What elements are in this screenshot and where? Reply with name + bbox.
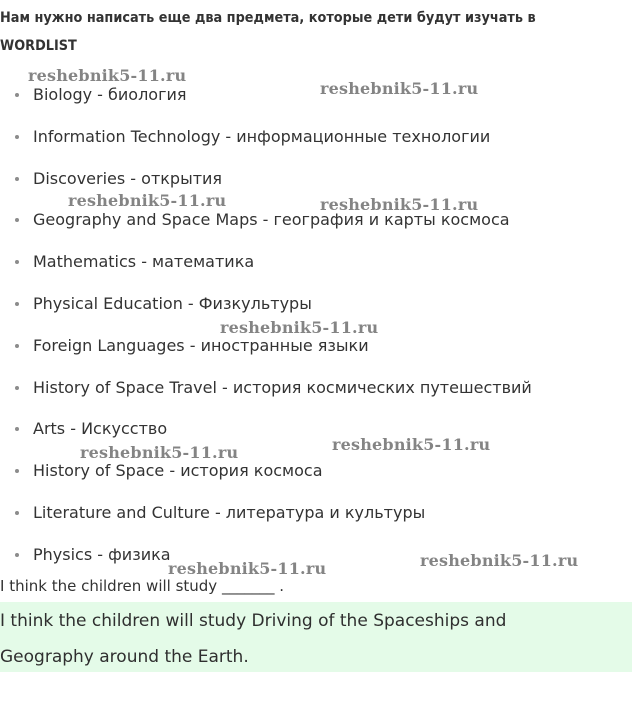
watermark: reshebnik5-11.ru [168, 559, 327, 578]
list-item-text: Mathematics - математика [33, 252, 255, 272]
bullet-icon [15, 177, 19, 181]
watermark: reshebnik5-11.ru [80, 443, 239, 462]
bullet-icon [15, 93, 19, 97]
answer-text: I think the children will study Driving of the Spaceships and Geography around the Earth. [0, 611, 507, 667]
answer-box [0, 602, 632, 672]
watermark: reshebnik5-11.ru [332, 435, 491, 454]
watermark: reshebnik5-11.ru [68, 191, 227, 210]
list-item-text: Information Technology - информационные технологии [33, 126, 491, 146]
list-item-text: Literature and Culture - литература и культуры [33, 502, 426, 522]
study-sentence: I think the children will study _______ . [0, 577, 284, 595]
bullet-icon [15, 553, 19, 557]
watermark: reshebnik5-11.ru [220, 318, 379, 337]
bullet-icon [15, 469, 19, 473]
watermark: reshebnik5-11.ru [28, 66, 187, 85]
list-item-text: History of Space Travel - история космических путешествий [33, 377, 532, 397]
bullet-icon [15, 302, 19, 306]
bullet-icon [15, 386, 19, 390]
task-instruction [0, 4, 552, 60]
bullet-icon [15, 135, 19, 139]
watermark: reshebnik5-11.ru [420, 551, 579, 570]
list-item [0, 246, 532, 288]
bullet-icon [15, 218, 19, 222]
list-item-text: Foreign Languages - иностранные языки [33, 335, 369, 355]
bullet-icon [15, 260, 19, 264]
bullet-icon [15, 427, 19, 431]
list-item [0, 497, 532, 539]
bullet-icon [15, 511, 19, 515]
list-item-text: Arts - Искусство [33, 419, 168, 439]
list-item-text: Biology - биология [33, 85, 187, 104]
bullet-icon [15, 344, 19, 348]
task-line-2: WORDLIST [0, 38, 77, 54]
list-item [0, 372, 532, 414]
list-item-text: Physics - физика [33, 544, 171, 564]
list-item [0, 121, 532, 163]
list-item-text: History of Space - история космоса [33, 461, 323, 481]
watermark: reshebnik5-11.ru [320, 195, 479, 214]
list-item-text: Physical Education - Физкультуры [33, 293, 312, 313]
watermark: reshebnik5-11.ru [320, 79, 479, 98]
list-item-text: Discoveries - открытия [33, 168, 223, 188]
task-line-1: Нам нужно написать еще два предмета, которые дети будут изучать в [0, 10, 536, 26]
list-item-text: Geography and Space Maps - география и карты космоса [33, 210, 510, 230]
